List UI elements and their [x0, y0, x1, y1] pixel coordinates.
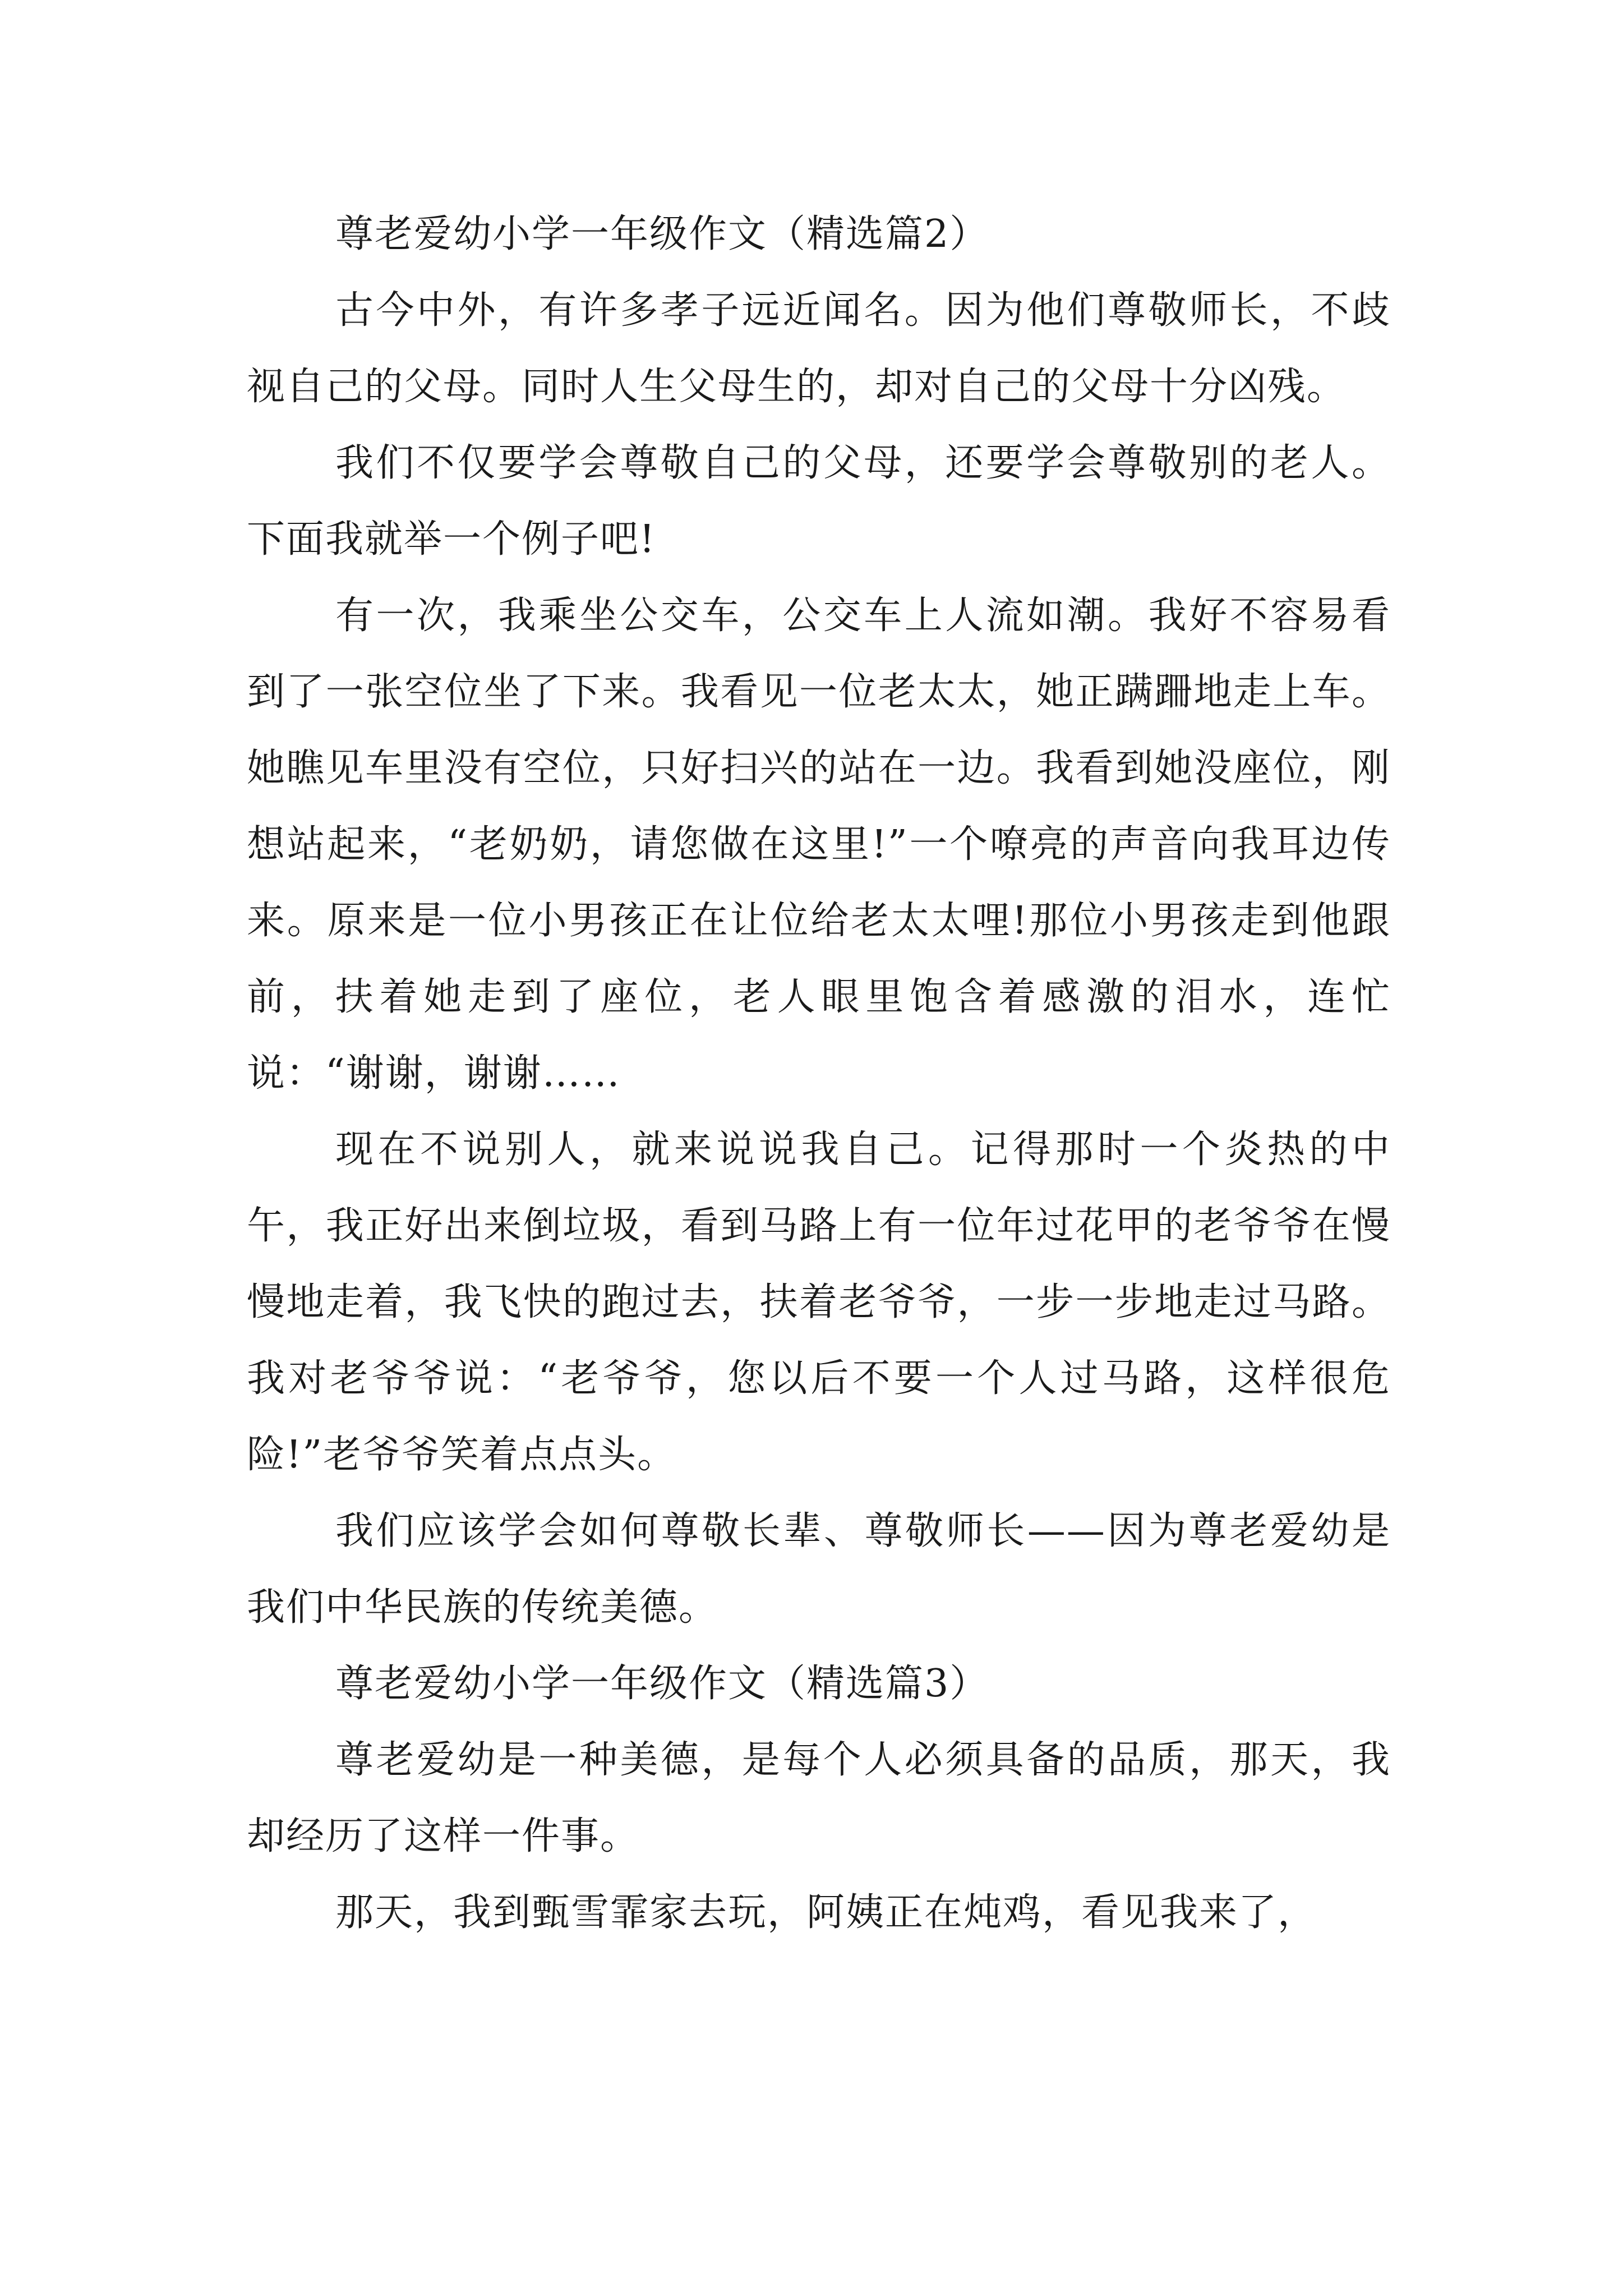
essay-title-2: 尊老爱幼小学一年级作文（精选篇2）	[335, 212, 989, 256]
paragraph-bus-story: 有一次，我乘坐公交车，公交车上人流如潮。我好不容易看到了一张空位坐了下来。我看见一位老太太，她正蹒跚地走上车。她瞧见车里没有空位，只好扫兴的站在一边。我看到她没座位，刚想站起来，“老奶奶，请您做在这里!”一个嘹亮的声音向我耳边传来。原来是一位小男孩正在让位给老太太哩!那位小男孩走到他跟前，扶着她走到了座位，老人眼里饱含着感激的泪水，连忙说：“谢谢，谢谢……	[247, 593, 1391, 1096]
paragraph-visit: 那天，我到甄雪霏家去玩，阿姨正在炖鸡，看见我来了，	[335, 1890, 1317, 1935]
paragraph-filial-sons: 古今中外，有许多孝子远近闻名。因为他们尊敬师长，不歧视自己的父母。同时人生父母生的，却对自己的父母十分凶残。	[247, 288, 1391, 409]
paragraph-virtue: 尊老爱幼是一种美德，是每个人必须具备的品质，那天，我却经历了这样一件事。	[247, 1738, 1391, 1858]
document-body	[247, 196, 1391, 1951]
paragraph-self-story: 现在不说别人，就来说说我自己。记得那时一个炎热的中午，我正好出来倒垃圾，看到马路上有一位年过花甲的老爷爷在慢慢地走着，我飞快的跑过去，扶着老爷爷，一步一步地走过马路。我对老爷爷说：“老爷爷，您以后不要一个人过马路，这样很危险!”老爷爷笑着点点头。	[247, 1128, 1391, 1477]
essay-title-3: 尊老爱幼小学一年级作文（精选篇3）	[335, 1662, 989, 1706]
paragraph-respect-elders: 我们不仅要学会尊敬自己的父母，还要学会尊敬别的老人。下面我就举一个例子吧!	[247, 441, 1391, 562]
paragraph-conclusion: 我们应该学会如何尊敬长辈、尊敬师长——因为尊老爱幼是我们中华民族的传统美德。	[247, 1509, 1391, 1630]
